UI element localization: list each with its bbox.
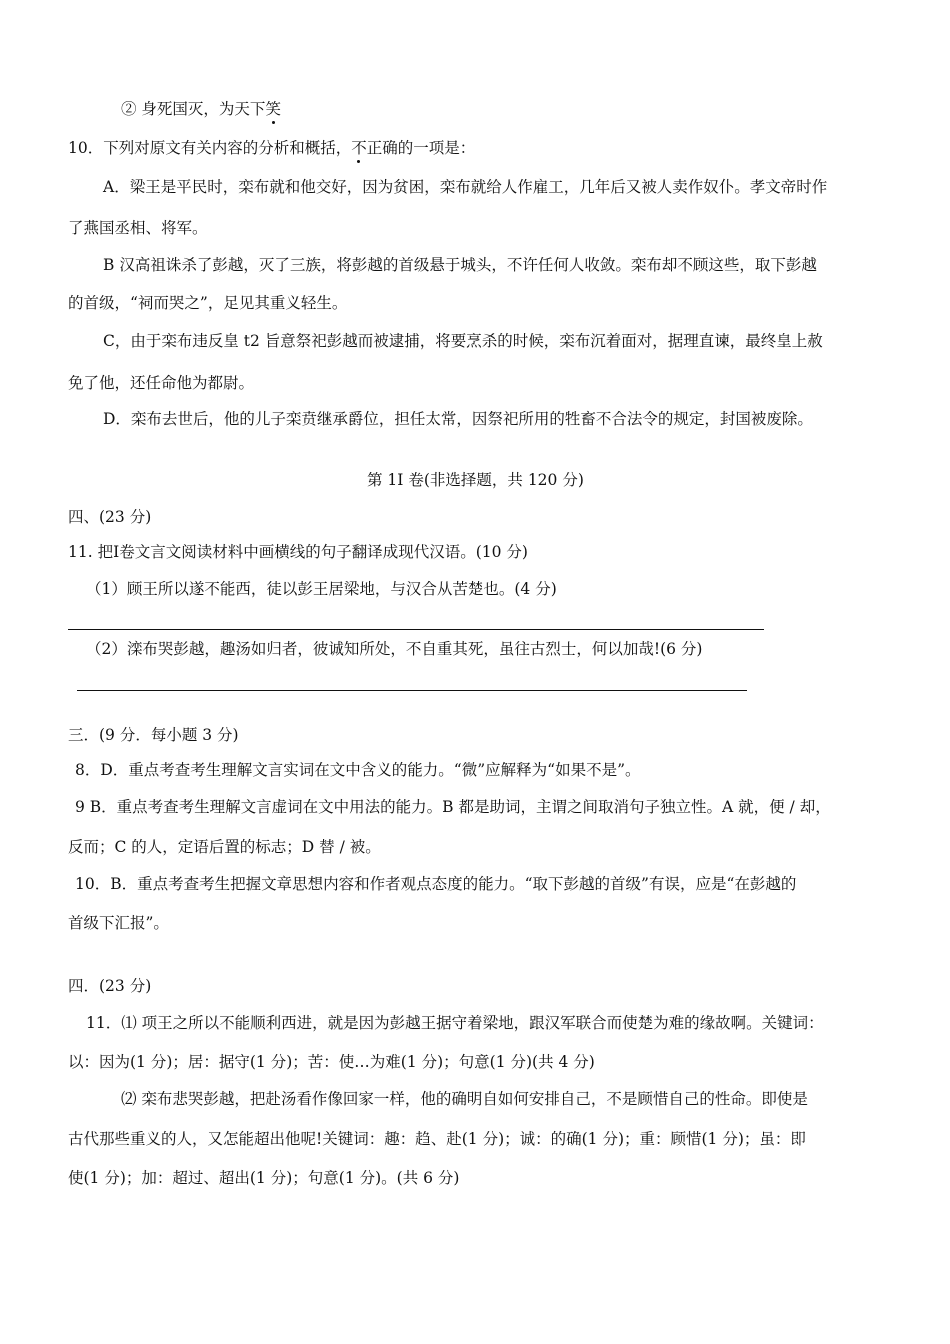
q11-stem: 11. 把Ⅰ卷文言文阅读材料中画横线的句子翻译成现代汉语。(10 分) xyxy=(68,543,528,561)
answer-11-2-line3: 使(1 分)；加：超过、超出(1 分)；句意(1 分)。(共 6 分) xyxy=(68,1169,460,1187)
emphasis-dot-char: 不 xyxy=(351,139,367,157)
answer-8: 8．D．重点考查考生理解文言实词在文中含义的能力。“微”应解释为“如果不是”。 xyxy=(75,761,641,779)
q10-option-a-line1: A．梁王是平民时，栾布就和他交好，因为贫困，栾布就给人作雇工，几年后又被人卖作奴仆。孝文帝时作 xyxy=(103,178,828,196)
emphasis-dot-char: 笑 xyxy=(265,100,281,118)
q10-option-b-line2: 的首级，“祠而哭之”，足见其重义轻生。 xyxy=(68,294,348,312)
answer-11-2-line1: ⑵ 栾布悲哭彭越，把赴汤看作像回家一样，他的确明自如何安排自己，不是顾惜自己的性命。即使是 xyxy=(121,1090,808,1108)
answer-section-4-heading: 四．(23 分) xyxy=(68,977,152,995)
q10-option-b-line1: B 汉高祖诛杀了彭越，灭了三族，将彭越的首级悬于城头，不许任何人收敛。栾布却不顾这些，取下彭越 xyxy=(103,256,817,274)
q10-stem-text-end: 正确的一项是： xyxy=(366,139,476,157)
section-4-heading: 四、(23 分) xyxy=(68,508,152,526)
q11-sentence-2: （2）滦布哭彭越，趣汤如归者，彼诚知所处，不自重其死，虽往古烈士，何以加哉!(6 分) xyxy=(86,640,703,658)
part-2-title: 第 1I 卷(非选择题，共 120 分) xyxy=(367,471,584,489)
q9-item-2 xyxy=(121,98,281,120)
q9-item-2-text: ② 身死国灭，为天下 xyxy=(121,100,266,118)
answer-10-line1: 10．B．重点考查考生把握文章思想内容和作者观点态度的能力。“取下彭越的首级”有误，应是“在彭越的 xyxy=(75,875,797,893)
answer-section-3-heading: 三．(9 分．每小题 3 分) xyxy=(68,726,239,744)
answer-10-line2: 首级下汇报”。 xyxy=(68,914,169,932)
q10-option-c-line1: C，由于栾布违反皇 t2 旨意祭祀彭越而被逮捕，将要烹杀的时候，栾布沉着面对，据理直谏，最终皇上赦 xyxy=(103,332,823,350)
q10-stem xyxy=(68,137,475,159)
answer-line-1 xyxy=(68,629,764,630)
q10-stem-text: 10．下列对原文有关内容的分析和概括， xyxy=(68,139,352,157)
answer-line-2 xyxy=(77,690,747,691)
q11-sentence-1: （1）顾王所以遂不能西，徒以彭王居梁地，与汉合从苦楚也。(4 分) xyxy=(86,580,557,598)
q10-option-a-line2: 了燕国丞相、将军。 xyxy=(68,219,208,237)
q10-option-c-line2: 免了他，还任命他为都尉。 xyxy=(68,374,255,392)
answer-11-1-line2: 以：因为(1 分)；居：据守(1 分)；苦：使…为难(1 分)；句意(1 分)(共 4 分) xyxy=(68,1053,595,1071)
answer-11-2-line2: 古代那些重义的人，又怎能超出他呢!关键词：趣：趋、赴(1 分)；诚：的确(1 分)；重：顾惜(1 分)；虽：即 xyxy=(68,1130,806,1148)
answer-11-1-line1: 11．⑴ 项王之所以不能顺利西进，就是因为彭越王据守着梁地，跟汉军联合而使楚为难的缘故啊。关键词： xyxy=(86,1014,824,1032)
answer-9-line1: 9 B．重点考查考生理解文言虚词在文中用法的能力。B 都是助词，主谓之间取消句子独立性。A 就，便 / 却， xyxy=(75,798,831,816)
answer-9-line2: 反而；C 的人，定语后置的标志；D 替 / 被。 xyxy=(68,838,381,856)
q10-option-d: D．栾布去世后，他的儿子栾贲继承爵位，担任太常，因祭祀所用的牲畜不合法令的规定，封国被废除。 xyxy=(103,410,813,428)
